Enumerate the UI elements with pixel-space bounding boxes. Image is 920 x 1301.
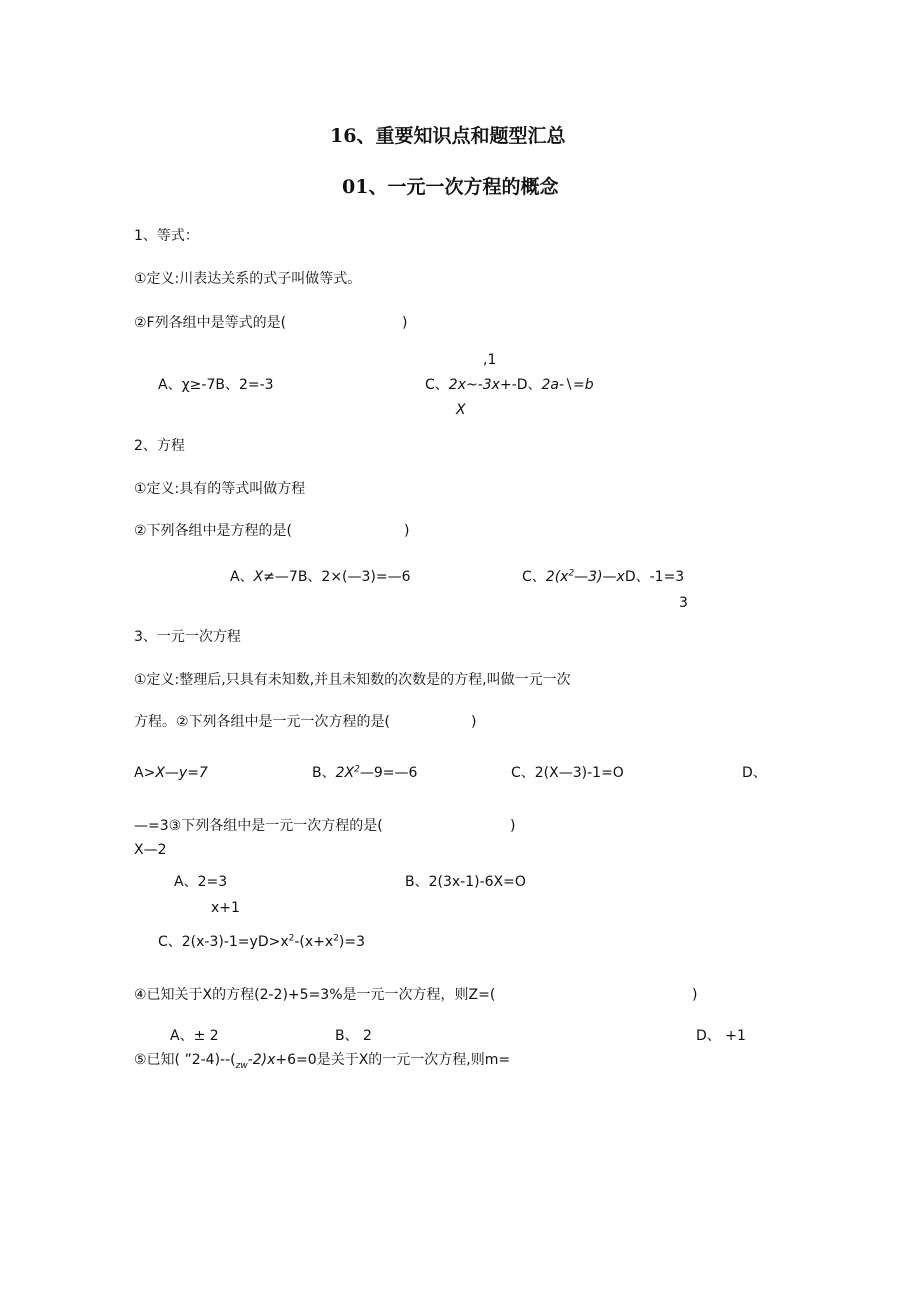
section-title: 01、一元一次方程的概念 [342, 176, 559, 198]
s1-optC-denominator: X [456, 402, 466, 418]
s1-optC-numerator: ,1 [483, 352, 497, 368]
s3-q5-b: -2)x [247, 1052, 276, 1068]
s3-q3-optC-b: -(x+x [294, 934, 334, 950]
s3-q2-optA-math: X—y=7 [155, 765, 208, 781]
s3-q4-optB: B、 2 [335, 1028, 372, 1044]
s3-q2-optB-label: B、 [312, 765, 336, 781]
s2-question-close: ) [404, 523, 410, 539]
s2-optA-optB [230, 568, 411, 586]
s3-q3-optA: A、2=3 [174, 874, 228, 890]
s1-optC-math: 2x~-3x+- [448, 377, 517, 393]
s3-q2-optA-label: A> [134, 765, 156, 781]
s3-q3-exp1: 2 [288, 933, 295, 944]
s3-q2-optC: C、2(X—3)-1=O [511, 765, 624, 781]
s3-q2-optD-denominator: X—2 [134, 842, 167, 858]
s3-q2-optB-rest: —9=—6 [359, 765, 418, 781]
s1-heading: 1、等式： [134, 228, 199, 244]
s1-optC-label: C、 [425, 377, 449, 393]
s3-q2-optB-exponent: 2 [354, 764, 360, 775]
s3-q3-line: —=3③下列各组中是一元一次方程的是( [134, 818, 383, 834]
s3-q4-optD: D、 +1 [696, 1028, 746, 1044]
s3-q5-a: ⑤已知( ”2-4)--( [134, 1052, 236, 1068]
s2-optA-rest: —7B、2×(—3)=—6 [274, 569, 411, 585]
s2-optC-optD [522, 568, 684, 586]
s2-question: ②下列各组中是方程的是( [134, 523, 293, 539]
s3-q2-optB [312, 764, 417, 782]
s2-definition: ①定义:具有的等式叫做方程 [134, 481, 306, 497]
s1-optA: A、χ≥-7B、2=-3 [158, 377, 274, 393]
s1-optD-label: D、 [516, 377, 542, 393]
s2-optD: D、-1=3 [624, 569, 685, 585]
s3-q3-close: ) [510, 818, 516, 834]
s3-q3-optC-optD [158, 933, 365, 951]
s2-optC-label: C、 [522, 569, 546, 585]
s3-q2-close: ) [471, 714, 477, 730]
s3-heading: 3、一元一次方程 [134, 629, 241, 645]
s3-q2-optA [134, 764, 208, 782]
s3-q2-optD: D、 [742, 765, 767, 781]
s3-q3-optB: B、2(3x-1)-6X=O [405, 874, 526, 890]
s3-definition-line1: ①定义:整理后,只具有未知数,并且未知数的次数是的方程,叫做一元一次 [134, 672, 571, 688]
s2-optA-math: X≠ [253, 569, 275, 585]
s3-q3-optA-denominator: x+1 [211, 900, 240, 916]
s3-q4-close: ) [692, 987, 698, 1003]
s2-optC-math-b: —3)—x [574, 569, 625, 585]
s3-q5-c: +6=0是关于X的一元一次方程,则m= [275, 1052, 511, 1068]
s2-optC-math-a: 2(x [545, 569, 569, 585]
main-title: 16、重要知识点和题型汇总 [330, 125, 566, 147]
s3-q3-optC-a: C、2(x-3)-1=yD>x [158, 934, 289, 950]
s2-heading: 2、方程 [134, 438, 185, 454]
s3-q4-optA: A、± 2 [170, 1028, 219, 1044]
s2-optC-exponent: 2 [568, 568, 575, 579]
s3-q3-optC-c: )=3 [338, 934, 366, 950]
s3-q5 [134, 1051, 510, 1069]
s1-question: ②F列各组中是等式的是( [134, 315, 287, 331]
s3-definition-line2: 方程。②下列各组中是一元一次方程的是( [134, 714, 391, 730]
s3-q3-exp2: 2 [333, 933, 339, 944]
s2-optD-denominator: 3 [679, 595, 688, 611]
s1-question-close: ) [402, 315, 408, 331]
s1-optC-optD [425, 376, 594, 394]
s2-optA-label: A、 [230, 569, 254, 585]
s1-optD-math: 2a-∖=b [541, 377, 594, 393]
s1-definition: ①定义:川表达关系的式子叫做等式。 [134, 271, 362, 287]
s3-q4: ④已知关于X的方程(2-2)+5=3%是一元一次方程，则Z=( [134, 987, 496, 1003]
s3-q5-sub: zw [235, 1060, 248, 1071]
s3-q2-optB-math: 2X [335, 765, 355, 781]
